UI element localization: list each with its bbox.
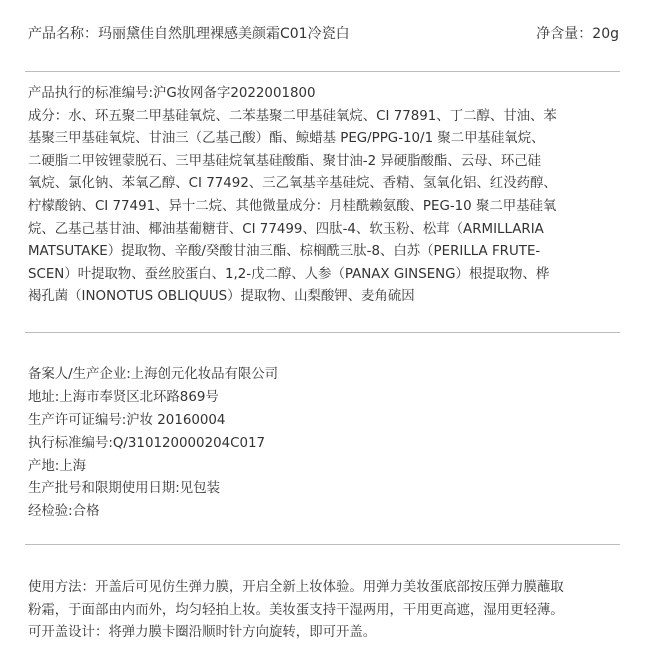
usage-line: 粉霜，于面部由内而外，均匀轻拍上妆。美妆蛋支持干湿两用，干用更高遮，湿用更轻薄。 xyxy=(28,602,564,618)
company-line: 产地:上海 xyxy=(28,458,87,474)
company-line: 备案人/生产企业:上海创元化妆品有限公司 xyxy=(28,367,279,382)
ingredients-line: 二硬脂二甲铵锂蒙脱石、三甲基硅烷氧基硅酸酯、聚甘油-2 异硬脂酸酯、云母、环己硅 xyxy=(28,153,542,169)
ingredients-line: SCEN）叶提取物、蚕丝胶蛋白、1,2-戊二醇、人参（PANAX GINSENG）根提取物、桦 xyxy=(28,266,550,282)
net-content: 净含量：20g xyxy=(536,26,619,42)
product-name: 产品名称：玛丽黛佳自然肌理裸感美颜霜C01冷瓷白 xyxy=(28,26,350,42)
ingredients-line: 基聚三甲基硅氧烷、甘油三（乙基己酸）酯、鲸蜡基 PEG/PPG-10/1 聚二甲基硅氧烷、 xyxy=(28,131,545,147)
ingredients-line: 氧烷、氯化钠、苯氧乙醇、CI 77492、三乙氧基辛基硅烷、香精、氢氧化铝、红没药醇、 xyxy=(28,176,557,192)
ingredients-line: 烷、乙基己基甘油、椰油基葡糖苷、CI 77499、四肽-4、软玉粉、松茸（ARMILLARIA xyxy=(28,221,544,237)
divider-middle xyxy=(25,332,620,333)
usage-line: 可开盖设计：将弹力膜卡圈沿顺时针方向旋转，即可开盖。 xyxy=(28,625,377,641)
company-line: 地址:上海市奉贤区北环路869号 xyxy=(28,389,219,405)
company-section xyxy=(28,364,621,524)
ingredients-line: MATSUTAKE）提取物、辛酸/癸酸甘油三酯、棕榈酰三肽-8、白苏（PERILLA FRUTE- xyxy=(28,244,541,260)
company-line: 生产许可证编号:沪妆 20160004 xyxy=(28,412,226,428)
standard-number: 产品执行的标准编号:沪G妆网备字2022001800 xyxy=(28,86,316,101)
ingredients-line: 柠檬酸钠、CI 77491、异十二烷、其他微量成分：月桂酰赖氨酸、PEG-10 聚二甲基硅氧 xyxy=(28,198,557,214)
usage-line: 使用方法：开盖后可见仿生弹力膜，开启全新上妆体验。用弹力美妆蛋底部按压弹力膜蘸取 xyxy=(28,580,564,595)
ingredients-section xyxy=(28,83,621,309)
divider-top xyxy=(25,71,620,72)
company-line: 生产批号和限期使用日期:见包装 xyxy=(28,481,220,497)
company-line: 经检验:合格 xyxy=(28,504,100,520)
header-row xyxy=(28,22,619,44)
divider-bottom xyxy=(25,544,620,545)
ingredients-line: 褐孔菌（INONOTUS OBLIQUUS）提取物、山梨酸钾、麦角硫因 xyxy=(28,289,415,305)
company-line: 执行标准编号:Q/310120000204C017 xyxy=(28,435,266,451)
usage-section xyxy=(28,577,625,645)
ingredients-line: 成分：水、环五聚二甲基硅氧烷、二苯基聚二甲基硅氧烷、CI 77891、丁二醇、甘油、苯 xyxy=(28,108,557,124)
